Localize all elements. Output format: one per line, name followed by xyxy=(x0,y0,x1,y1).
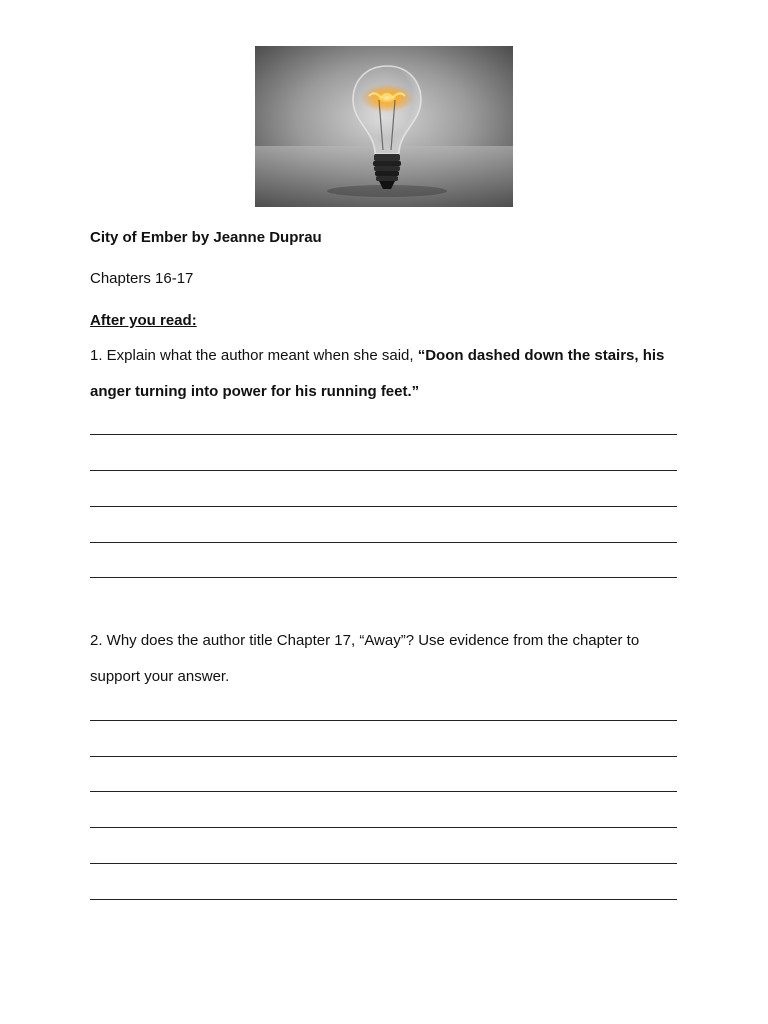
answer-line[interactable] xyxy=(90,720,677,721)
answer-line[interactable] xyxy=(90,899,677,900)
question-1-quote-end: anger turning into power for his running feet.” xyxy=(90,383,420,400)
question-2-line-1: 2. Why does the author title Chapter 17, “Away”? Use evidence from the chapter to xyxy=(90,632,640,649)
question-1-line-1 xyxy=(90,347,664,365)
question-2-line-2: support your answer. xyxy=(90,668,230,685)
chapters-label: Chapters 16-17 xyxy=(90,270,194,287)
answer-line[interactable] xyxy=(90,542,677,543)
answer-line[interactable] xyxy=(90,434,677,435)
book-title: City of Ember by Jeanne Duprau xyxy=(90,229,322,246)
answer-line[interactable] xyxy=(90,827,677,828)
answer-line[interactable] xyxy=(90,506,677,507)
lightbulb-icon xyxy=(255,46,513,207)
lightbulb-image xyxy=(255,46,513,207)
answer-line[interactable] xyxy=(90,863,677,864)
answer-line[interactable] xyxy=(90,470,677,471)
question-1-quote-start: “Doon dashed down the stairs, his xyxy=(417,347,665,364)
answer-line[interactable] xyxy=(90,756,677,757)
section-heading: After you read: xyxy=(90,312,197,329)
answer-line[interactable] xyxy=(90,577,677,578)
answer-line[interactable] xyxy=(90,791,677,792)
question-1-prompt: 1. Explain what the author meant when she said, xyxy=(90,347,418,364)
